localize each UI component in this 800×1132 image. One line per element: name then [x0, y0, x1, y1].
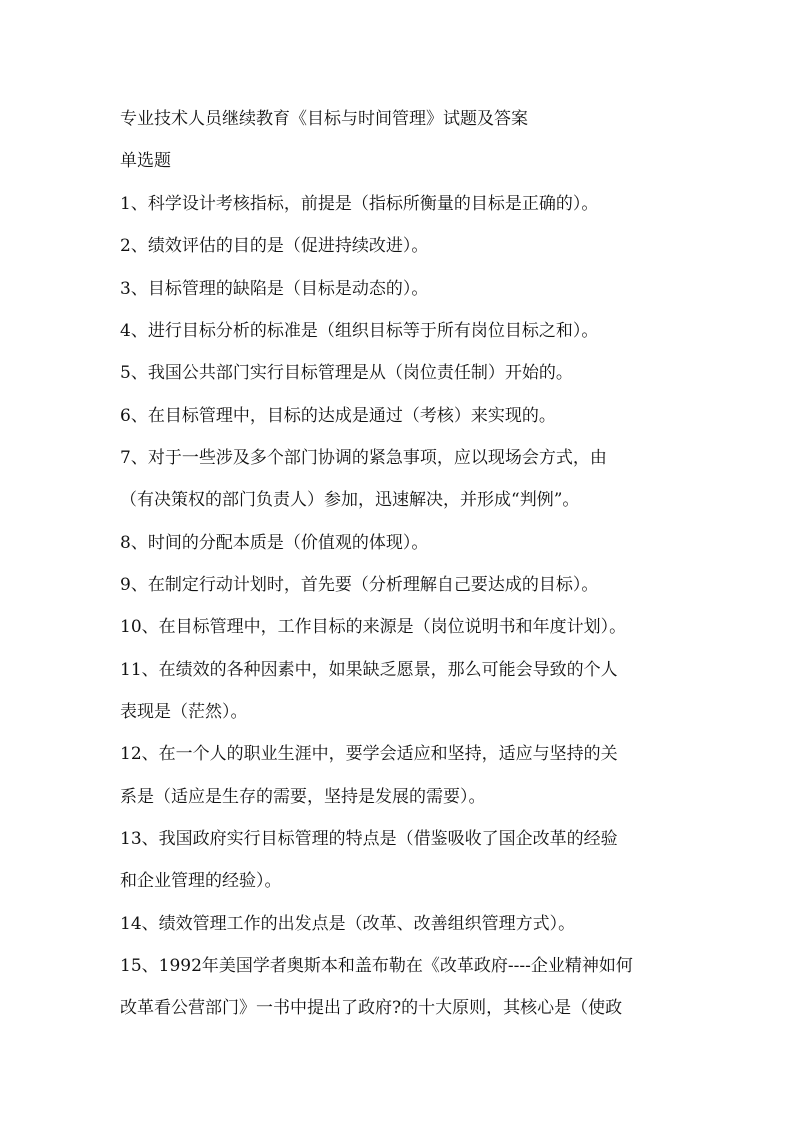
question-line: 6、在目标管理中，目标的达成是通过（考核）来实现的。 — [120, 406, 556, 426]
question-line: 9、在制定行动计划时，首先要（分析理解自己要达成的目标）。 — [120, 575, 599, 595]
document-title: 专业技术人员继续教育《目标与时间管理》试题及答案 — [120, 109, 528, 129]
question-line: 11、在绩效的各种因素中，如果缺乏愿景，那么可能会导致的个人 — [120, 660, 618, 680]
question-line: 改革看公营部门》一书中提出了政府?的十大原则，其核心是（使政 — [120, 998, 623, 1018]
question-line: 和企业管理的经验）。 — [120, 871, 282, 891]
question-line: 14、绩效管理工作的出发点是（改革、改善组织管理方式）。 — [120, 914, 576, 934]
question-line: 10、在目标管理中，工作目标的来源是（岗位说明书和年度计划）。 — [120, 617, 627, 637]
question-line: 8、时间的分配本质是（价值观的体现）。 — [120, 533, 429, 553]
question-line: 7、对于一些涉及多个部门协调的紧急事项，应以现场会方式，由 — [120, 448, 607, 468]
question-line: 13、我国政府实行目标管理的特点是（借鉴吸收了国企改革的经验 — [120, 829, 618, 849]
question-line: 2、绩效评估的目的是（促进持续改进）。 — [120, 236, 429, 256]
question-line: 表现是（茫然）。 — [120, 702, 248, 722]
question-line: （有决策权的部门负责人）参加，迅速解决，并形成“判例”。 — [120, 490, 580, 510]
question-line: 3、目标管理的缺陷是（目标是动态的）。 — [120, 279, 429, 299]
question-line: 4、进行目标分析的标准是（组织目标等于所有岗位目标之和）。 — [120, 321, 599, 341]
question-line: 15、1992年美国学者奥斯本和盖布勒在《改革政府----企业精神如何 — [120, 956, 633, 976]
question-line: 5、我国公共部门实行目标管理是从（岗位责任制）开始的。 — [120, 363, 573, 383]
section-heading: 单选题 — [120, 151, 171, 171]
question-line: 系是（适应是生存的需要，坚持是发展的需要）。 — [120, 787, 486, 807]
question-line: 12、在一个人的职业生涯中，要学会适应和坚持，适应与坚持的关 — [120, 744, 618, 764]
question-line: 1、科学设计考核指标，前提是（指标所衡量的目标是正确的）。 — [120, 194, 599, 214]
